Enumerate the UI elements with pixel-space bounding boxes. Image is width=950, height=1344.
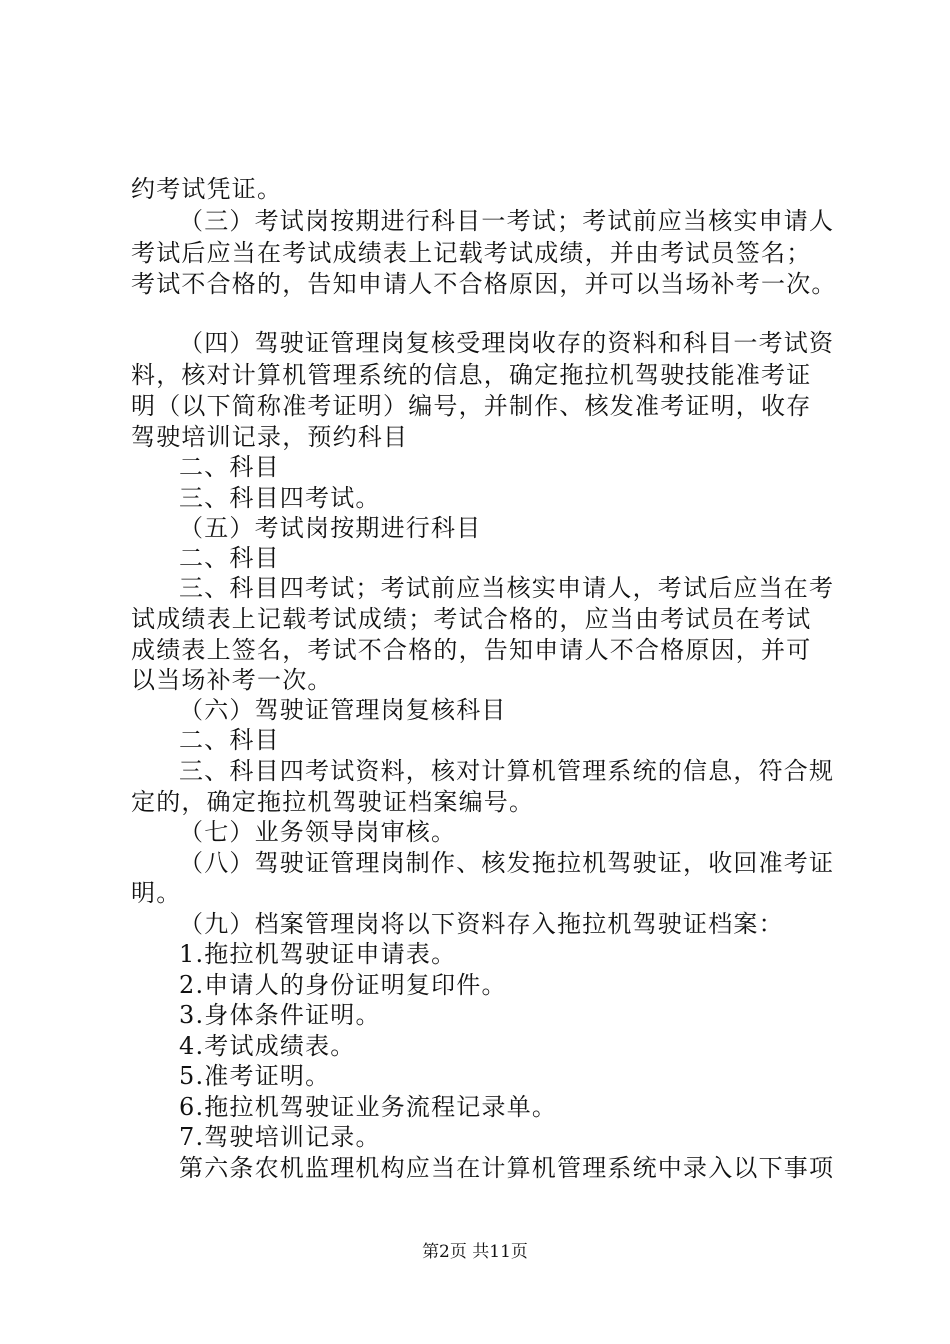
text-line: 6.拖拉机驾驶证业务流程记录单。 (179, 1093, 558, 1121)
text-line: （四）驾驶证管理岗复核受理岗收存的资料和科目一考试资 (179, 329, 835, 357)
text-line: 以当场补考一次。 (131, 666, 333, 694)
text-line: 第六条农机监理机构应当在计算机管理系统中录入以下事项 (179, 1154, 835, 1182)
text-line: 5.准考证明。 (179, 1062, 331, 1090)
text-line: 试成绩表上记载考试成绩；考试合格的，应当由考试员在考试 (131, 605, 812, 633)
text-line: （七）业务领导岗审核。 (179, 818, 457, 846)
text-line: 二、科目 (179, 726, 280, 754)
text-line: （九）档案管理岗将以下资料存入拖拉机驾驶证档案： (179, 910, 784, 938)
text-line: 明。 (131, 879, 182, 907)
text-line: 料，核对计算机管理系统的信息，确定拖拉机驾驶技能准考证 (131, 361, 812, 389)
text-line: 成绩表上签名，考试不合格的，告知申请人不合格原因，并可 (131, 636, 812, 664)
text-line: 4.考试成绩表。 (179, 1032, 356, 1060)
text-line: 1.拖拉机驾驶证申请表。 (179, 940, 457, 968)
text-line: 驾驶培训记录，预约科目 (131, 423, 409, 451)
text-line: （五）考试岗按期进行科目 (179, 514, 482, 542)
text-line: 考试后应当在考试成绩表上记载考试成绩，并由考试员签名； (131, 239, 812, 267)
text-line: 7.驾驶培训记录。 (179, 1123, 381, 1151)
text-line: 明（以下简称准考证明）编号，并制作、核发准考证明，收存 (131, 392, 812, 420)
text-line: （八）驾驶证管理岗制作、核发拖拉机驾驶证，收回准考证 (179, 849, 835, 877)
text-line: 二、科目 (179, 544, 280, 572)
page-footer: 第2页 共11页 (422, 1242, 528, 1262)
text-line: 3.身体条件证明。 (179, 1001, 381, 1029)
text-line: 定的，确定拖拉机驾驶证档案编号。 (131, 788, 535, 816)
text-line: 2.申请人的身份证明复印件。 (179, 971, 507, 999)
text-line: （六）驾驶证管理岗复核科目 (179, 696, 507, 724)
text-line: 三、科目四考试；考试前应当核实申请人，考试后应当在考 (179, 574, 835, 602)
text-line: 约考试凭证。 (131, 175, 283, 203)
text-line: 三、科目四考试资料，核对计算机管理系统的信息，符合规 (179, 757, 835, 785)
text-line: 考试不合格的，告知申请人不合格原因，并可以当场补考一次。 (131, 270, 837, 298)
text-line: 二、科目 (179, 453, 280, 481)
text-line: 三、科目四考试。 (179, 484, 381, 512)
text-line: （三）考试岗按期进行科目一考试；考试前应当核实申请人 (179, 207, 835, 235)
